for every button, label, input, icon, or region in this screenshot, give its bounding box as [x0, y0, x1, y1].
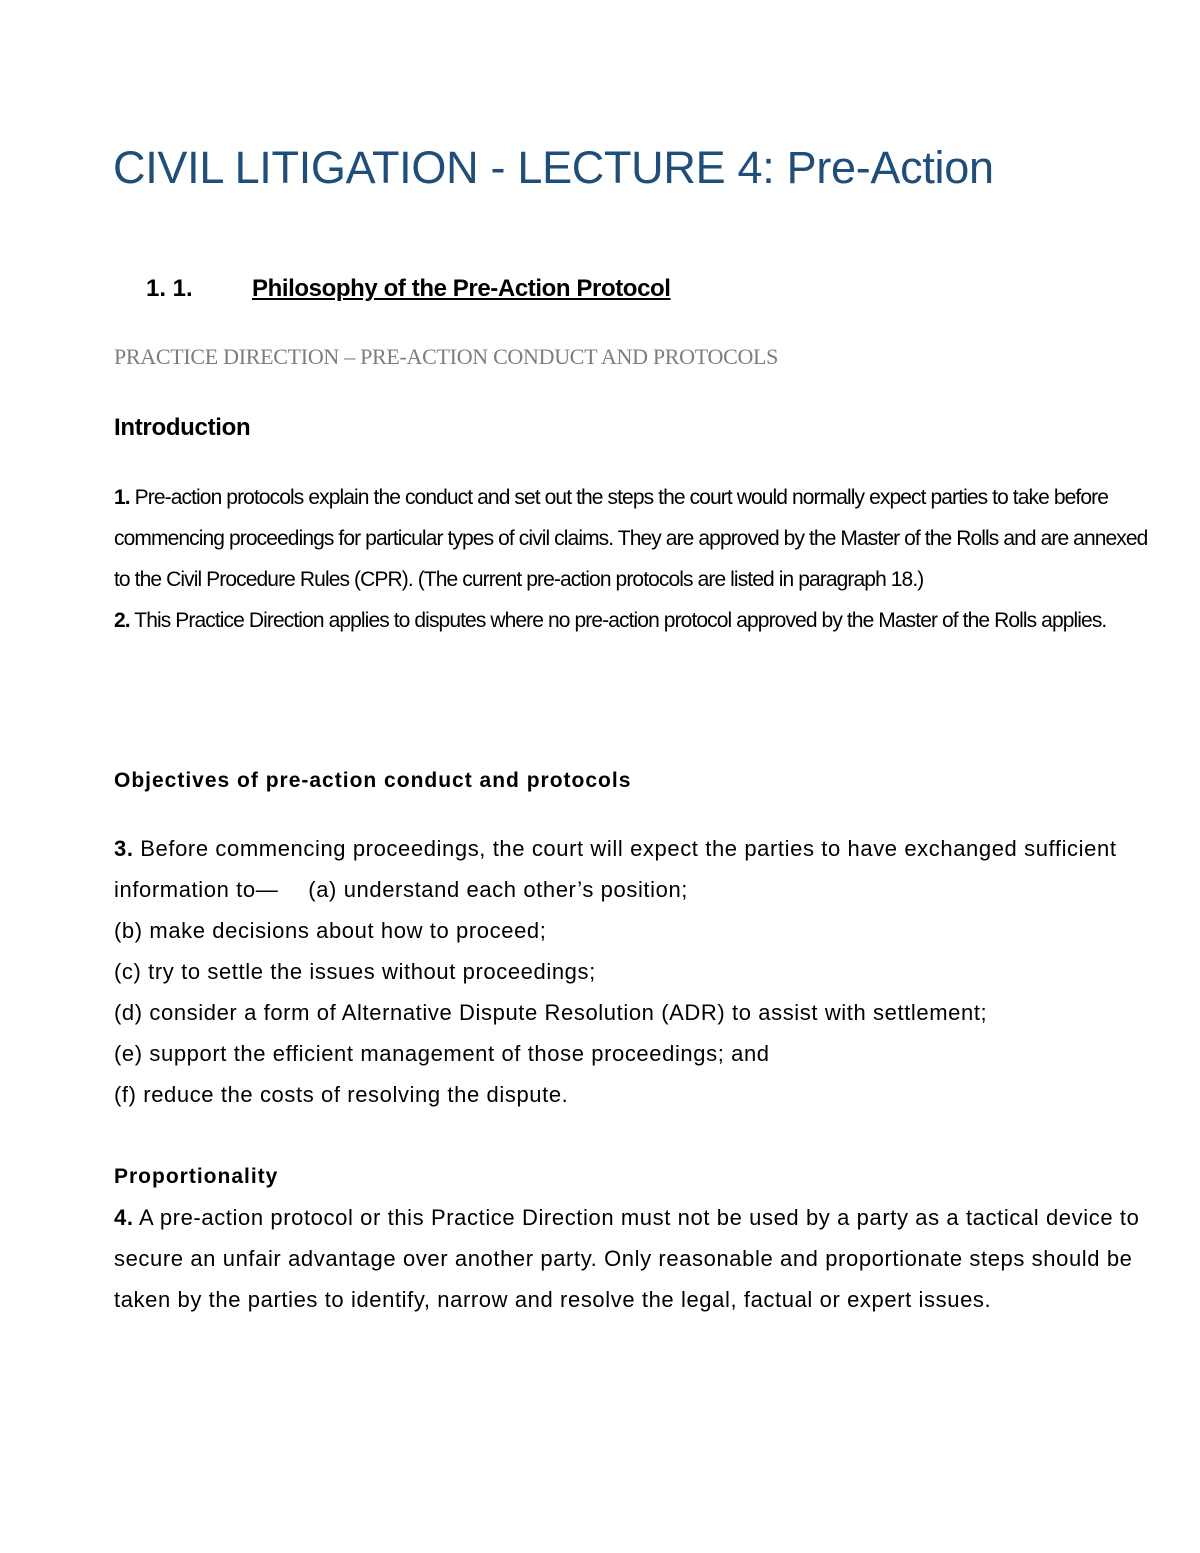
paragraph-4 — [114, 1197, 1164, 1320]
proportionality-paragraph — [114, 1197, 1164, 1320]
section-number: 1. 1. — [146, 275, 193, 302]
objective-item: (b) make decisions about how to proceed; — [114, 918, 547, 943]
objective-item: (c) try to settle the issues without proceedings; — [114, 959, 596, 984]
paragraph-number: 1. — [114, 486, 130, 509]
paragraph-number: 3. — [114, 836, 134, 861]
objective-item: (f) reduce the costs of resolving the dispute. — [114, 1082, 569, 1107]
paragraph-text: Before commencing proceedings, the court will expect the parties to have exchanged sufficient information to— — [114, 836, 1117, 902]
objective-item: (e) support the efficient management of those proceedings; and — [114, 1041, 770, 1066]
objective-item: (a) understand each other’s position; — [308, 877, 689, 902]
paragraph-text: A pre-action protocol or this Practice Direction must not be used by a party as a tactical device to secure an unfair advantage over another party. Only reasonable and proportionate steps should be taken by the parties to identify, narrow and resolve the legal, factual or expert issues. — [114, 1205, 1140, 1312]
objective-item: (d) consider a form of Alternative Dispute Resolution (ADR) to assist with settlement; — [114, 1000, 988, 1025]
paragraph-text: Pre-action protocols explain the conduct and set out the steps the court would normally expect parties to take before commencing proceedings for particular types of civil claims. They are approved by the Master of the Rolls and are annexed to the Civil Procedure Rules (CPR). (The current pre-action protocols are listed in paragraph 18.) — [114, 486, 1148, 591]
objectives-heading: Objectives of pre-action conduct and protocols — [114, 769, 632, 792]
paragraph-2 — [114, 600, 1164, 641]
section-heading-text: Philosophy of the Pre-Action Protocol — [252, 275, 671, 302]
paragraph-number: 2. — [114, 609, 130, 632]
paragraph-number: 4. — [114, 1205, 134, 1230]
introduction-heading: Introduction — [114, 414, 251, 441]
section-heading — [146, 273, 671, 305]
introduction-paragraphs — [114, 477, 1164, 641]
paragraph-3 — [114, 828, 1164, 910]
objectives-list — [114, 828, 1164, 1115]
document-title: CIVIL LITIGATION - LECTURE 4: Pre-Action — [113, 142, 994, 193]
practice-direction-title: PRACTICE DIRECTION – PRE-ACTION CONDUCT AND PROTOCOLS — [114, 344, 779, 369]
paragraph-1 — [114, 477, 1164, 600]
paragraph-text: This Practice Direction applies to disputes where no pre-action protocol approved by the Master of the Rolls applies. — [129, 609, 1107, 632]
proportionality-heading: Proportionality — [114, 1165, 279, 1188]
